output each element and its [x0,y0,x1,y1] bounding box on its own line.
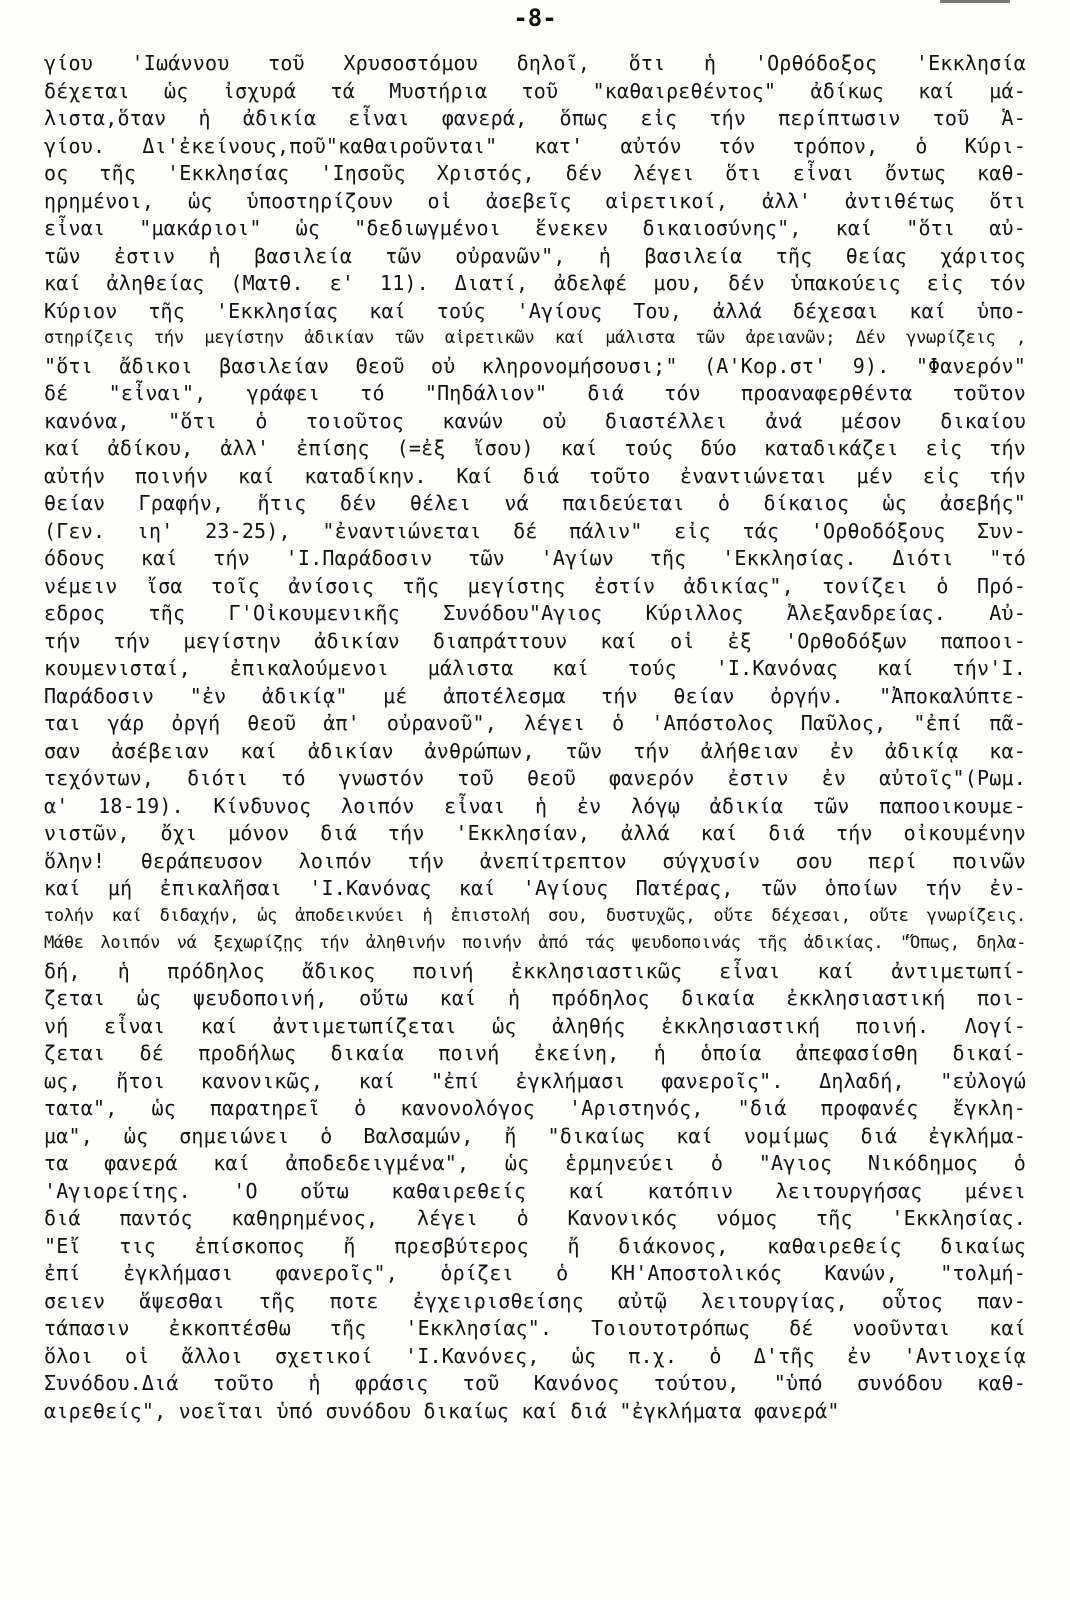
text-line: α' 18-19). Κίνδυνος λοιπόν εἶναι ἡ ἐν λόγῳ ἀδικία τῶν παποοικουμε- [44,793,1026,818]
text-line: 'Αγιορείτης. 'Ο οὕτω καθαιρεθείς καί κατόπιν λειτουργήσας μένει [44,1178,1026,1203]
text-line: νιστῶν, ὄχι μόνον διά τήν 'Εκκλησίαν, ἀλλά καί διά τήν οἰκουμένην [44,821,1026,845]
text-line: δέ "εἶναι", γράφει τό "Πηδάλιον" διά τόν προαναφερθέντα τοῦτον [44,381,1026,405]
text-line: γίου 'Ιωάννου τοῦ Χρυσοστόμου δηλοῖ, ὅτι ἡ 'Ορθόδοξος 'Εκκλησία [44,51,1026,75]
text-line: λιστα,ὅταν ἡ ἀδικία εἶναι φανερά, ὅπως εἰς τήν περίπτωσιν τοῦ Ἁ- [44,106,1026,130]
text-line: ζεται δέ προδήλως δικαία ποινή ἐκείνη, ἡ ὁποία ἀπεφασίσθη δικαί- [44,1041,1026,1065]
text-line: σειεν ἅψεσθαι τῆς ποτε ἐγχειρισθείσης αὐτῷ λειτουργίας, οὗτος παν- [44,1288,1026,1313]
text-line: δέχεται ὡς ἰσχυρά τά Μυστήρια τοῦ "καθαιρεθέντος" ἀδίκως καί μά- [44,78,1026,103]
text-line: ζεται ὡς ψευδοποινή, οὕτω καί ἡ πρόδηλος δικαία ἐκκλησιαστική ποι- [44,986,1026,1010]
text-line: τάπασιν ἐκκοπτέσθω τῆς 'Εκκλησίας". Τοιουτοτρόπως δέ νοοῦνται καί [44,1316,1026,1340]
text-line: εδρος τῆς Γ'Οἰκουμενικῆς Συνόδου"Αγιος Κύριλλος Ἀλεξανδρείας. Αὐ- [44,601,1026,625]
text-line: κανόνα, "ὅτι ὁ τοιοῦτος κανών οὐ διαστέλλει ἀνά μέσον δικαίου [44,408,1026,433]
text-line: ὅλην! θεράπευσον λοιπόν τήν ἀνεπίτρεπτον σύγχυσίν σου περί ποινῶν [44,848,1026,873]
text-line: καί μή ἐπικαλῆσαι 'Ι.Κανόνας καί 'Αγίους Πατέρας, τῶν ὁποίων τήν ἐν- [44,876,1026,900]
text-line: Συνόδου.Διά τοῦτο ἡ φράσις τοῦ Κανόνος τούτου, "ὑπό συνόδου καθ- [44,1371,1026,1395]
text-line: τεχόντων, διότι τό γνωστόν τοῦ θεοῦ φανερόν ἐστιν ἐν αὐτοῖς"(Ρωμ. [44,766,1026,790]
text-line: διά παντός καθηρημένος, λέγει ὁ Κανονικός νόμος τῆς 'Εκκλησίας. [44,1206,1026,1230]
text-line: ὅλοι οἱ ἄλλοι σχετικοί 'Ι.Κανόνες, ὡς π.χ. ὁ Δ'τῆς ἐν 'Αντιοχείᾳ [44,1343,1026,1368]
text-line: νέμειν ἴσα τοῖς ἀνίσοις τῆς μεγίστης ἐστίν ἀδικίας", τονίζει ὁ Πρό- [44,573,1026,598]
text-line: γίου. Δι'ἐκείνους,ποῦ"καθαιροῦνται" κατ' αὐτόν τόν τρόπον, ὁ Κύρι- [44,133,1026,158]
text-line: κουμενισταί, ἐπικαλούμενοι μάλιστα καί τούς 'Ι.Κανόνας καί τήν'Ι. [44,656,1026,680]
text-line: εἶναι "μακάριοι" ὡς "δεδιωγμένοι ἕνεκεν δικαιοσύνης", καί "ὅτι αὐ- [44,216,1026,240]
text-line: τῶν ἐστιν ἡ βασιλεία τῶν οὐρανῶν", ἡ βασιλεία τῆς θείας χάριτος [44,243,1026,268]
text-line: ἐπί ἐγκλήμασι φανεροῖς", ὁρίζει ὁ ΚΗ'Αποστολικός Κανών, "τολμή- [44,1261,1026,1285]
text-line: νή εἶναι καί ἀντιμετωπίζεται ὡς ἀληθής ἐκκλησιαστική ποινή. Λογί- [44,1013,1026,1038]
text-line: αιρεθείς", νοεῖται ὑπό συνόδου δικαίως καί διά "ἐγκλήματα φανερά" [44,1398,840,1423]
text-line: όδους καί τήν 'Ι.Παράδοσιν τῶν 'Αγίων τῆς 'Εκκλησίας. Διότι "τό [44,546,1026,570]
text-line: τα φανερά καί ἀποδεδειγμένα", ὡς ἑρμηνεύει ὁ "Αγιος Νικόδημος ὁ [44,1151,1026,1175]
text-line: δή, ἡ πρόδηλος ἄδικος ποινή ἐκκλησιαστικῶς εἶναι καί ἀντιμετωπί- [44,958,1026,983]
body-text [44,50,1026,1425]
text-line: τολήν καί διδαχήν, ὡς ἀποδεικνύει ἡ ἐπιστολή σου, δυστυχῶς, οὔτε δέχεσαι, οὔτε γνωρίζεις. [44,905,1026,926]
text-line: στηρίζεις τήν μεγίστην ἀδικίαν τῶν αἱρετικῶν καί μάλιστα τῶν ἀρειανῶν; Δέν γνωρίζεις , [44,328,1026,348]
text-line: Μάθε λοιπόν νά ξεχωρίζῃς τήν ἀληθινήν ποινήν ἀπό τάς ψευδοποινάς τῆς ἀδικίας. "Ὅπως, δηλα- [44,933,1026,953]
text-line: θείαν Γραφήν, ἥτις δέν θέλει νά παιδεύεται ὁ δίκαιος ὡς ἀσεβής" [44,491,1026,515]
text-line: αὐτήν ποινήν καί καταδίκην. Καί διά τοῦτο ἐναντιώνεται μέν εἰς τήν [44,463,1026,488]
text-line: Παράδοσιν "ἐν ἀδικίᾳ" μέ ἀποτέλεσμα τήν θείαν ὀργήν. "Ἀποκαλύπτε- [44,683,1026,708]
text-line: ος τῆς 'Εκκλησίας 'Ιησοῦς Χριστός, δέν λέγει ὅτι εἶναι ὄντως καθ- [44,161,1026,185]
text-line: σαν ἀσέβειαν καί ἀδικίαν ἀνθρώπων, τῶν τήν ἀλήθειαν ἐν ἀδικίᾳ κα- [44,738,1026,763]
text-line: τατα", ὡς παρατηρεῖ ὁ κανονολόγος 'Αριστηνός, "διά προφανές ἔγκλη- [44,1096,1026,1120]
text-line: (Γεν. ιη' 23-25), "ἐναντιώνεται δέ πάλιν" εἰς τάς 'Ορθοδόξους Συν- [44,518,1026,543]
text-line: ται γάρ ὀργή θεοῦ ἀπ' οὐρανοῦ", λέγει ὁ 'Απόστολος Παῦλος, "ἐπί πᾶ- [44,711,1026,735]
text-line: ηρημένοι, ὡς ὑποστηρίζουν οἱ ἀσεβεῖς αἱρετικοί, ἀλλ' ἀντιθέτως ὅτι [44,188,1026,213]
text-line: μα", ὡς σημειώνει ὁ Βαλσαμών, ἤ "δικαίως καί νομίμως διά ἐγκλήμα- [44,1123,1026,1148]
text-line: καί ἀληθείας (Ματθ. ε' 11). Διατί, ἀδελφέ μου, δέν ὑπακούεις εἰς τόν [44,271,1026,295]
text-line: καί ἀδίκου, ἀλλ' ἐπίσης (=ἐξ ἴσου) καί τούς δύο καταδικάζει εἰς τήν [44,436,1026,460]
text-line: ως, ἤτοι κανονικῶς, καί "ἐπί ἐγκλήμασι φανεροῖς". Δηλαδή, "εὐλογώ [44,1068,1026,1093]
text-line: "ὅτι ἄδικοι βασιλείαν Θεοῦ οὐ κληρονομήσουσι;" (Α'Κορ.στ' 9). "Φανερόν" [44,353,1026,378]
text-line: Κύριον τῆς 'Εκκλησίας καί τούς 'Αγίους Του, ἀλλά δέχεσαι καί ὑπο- [44,298,1026,323]
page-number: -8- [513,4,557,32]
text-line: "Εἴ τις ἐπίσκοπος ἤ πρεσβύτερος ἤ διάκονος, καθαιρεθείς δικαίως [44,1233,1026,1258]
header-mark [940,0,1010,3]
text-line: τήν τήν μεγίστην ἀδικίαν διαπράττουν καί οἱ ἐξ 'Ορθοδόξων παποοι- [44,628,1026,653]
